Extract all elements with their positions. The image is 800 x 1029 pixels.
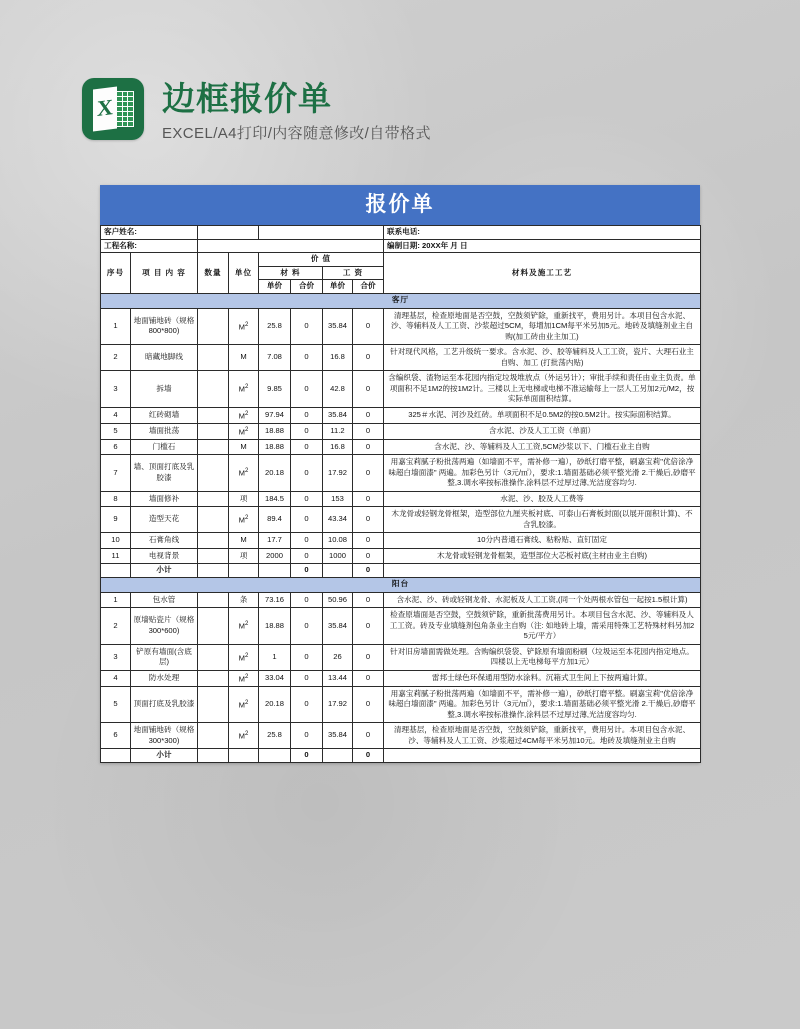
subtotal-index	[101, 749, 131, 763]
cell-item: 墙、顶面打底及乳胶漆	[131, 455, 198, 492]
cell-labor-total: 0	[353, 644, 384, 670]
cell-labor-unit-price[interactable]: 26	[323, 644, 353, 670]
cell-labor-unit-price[interactable]: 42.8	[323, 371, 353, 408]
cell-process-description: 木龙骨或轻钢龙骨框架，造型部位大芯板衬底(主材由业主自购)	[384, 548, 701, 564]
cell-material-unit-price[interactable]: 1	[259, 644, 291, 670]
cell-material-unit-price[interactable]: 89.4	[259, 507, 291, 533]
cell-labor-unit-price[interactable]: 43.34	[323, 507, 353, 533]
cell-qty[interactable]	[198, 455, 229, 492]
excel-file-icon: X	[82, 78, 144, 140]
quotation-table	[100, 225, 701, 763]
contact-phone-field[interactable]: 联系电话:	[384, 226, 701, 240]
cell-qty[interactable]	[198, 371, 229, 408]
cell-labor-unit-price[interactable]: 16.8	[323, 345, 353, 371]
cell-index: 3	[101, 644, 131, 670]
table-row[interactable]	[101, 371, 701, 408]
cell-labor-total: 0	[353, 608, 384, 645]
cell-qty[interactable]	[198, 407, 229, 423]
col-header-material-unit-price: 单价	[259, 280, 291, 294]
cell-material-unit-price[interactable]: 184.5	[259, 491, 291, 507]
col-header-index: 序号	[101, 253, 131, 294]
cell-process-description: 针对现代风格，工艺升级统一要求。含水泥、沙、胶等辅料及人工工资，瓷片、大理石业主自购、加工 (打批荡内贴)	[384, 345, 701, 371]
cell-labor-total: 0	[353, 455, 384, 492]
col-header-item: 项 目 内 容	[131, 253, 198, 294]
cell-item: 拆墙	[131, 371, 198, 408]
subtotal-process	[384, 749, 701, 763]
cell-unit: $M^2$	[229, 644, 259, 670]
cell-index: 1	[101, 592, 131, 608]
cell-qty[interactable]	[198, 644, 229, 670]
cell-item: 包水管	[131, 592, 198, 608]
cell-unit: M	[229, 439, 259, 455]
cell-item: 顶面打底及乳胶漆	[131, 686, 198, 723]
customer-name-field[interactable]	[198, 226, 259, 240]
cell-labor-unit-price[interactable]: 1000	[323, 548, 353, 564]
cell-material-unit-price[interactable]: 18.88	[259, 423, 291, 439]
cell-material-total: 0	[291, 308, 323, 345]
cell-unit: $M^2$	[229, 423, 259, 439]
cell-unit: $M^2$	[229, 371, 259, 408]
cell-material-unit-price[interactable]: 20.18	[259, 686, 291, 723]
cell-index: 5	[101, 423, 131, 439]
section-header-row	[101, 293, 701, 308]
cell-qty[interactable]	[198, 308, 229, 345]
cell-material-total: 0	[291, 507, 323, 533]
table-row[interactable]	[101, 308, 701, 345]
cell-material-unit-price[interactable]: 17.7	[259, 533, 291, 549]
col-header-labor-unit-price: 单价	[323, 280, 353, 294]
cell-labor-total: 0	[353, 548, 384, 564]
cell-process-description: 水泥、沙、胶及人工费等	[384, 491, 701, 507]
section-title-阳台: 阳台	[101, 577, 701, 592]
cell-process-description: 清理基层，检查原地面是否空鼓，空鼓须铲除，重新找平，费用另计。本项目包含水泥、沙、等辅料及人工工资、沙浆超过4CM每平米另加10元。地砖及填缝剂业主自购	[384, 723, 701, 749]
cell-item: 电视背景	[131, 548, 198, 564]
cell-labor-unit-price[interactable]: 35.84	[323, 308, 353, 345]
cell-labor-total: 0	[353, 371, 384, 408]
cell-process-description: 清理基层，检查原地面是否空鼓，空鼓须铲除，重新找平，费用另计。本项目包含水泥、沙、等辅料及人工工资、沙浆超过5CM，每增加1CM每平米另加5元。地砖及填缝剂业主自购(加工砖由业主加工)	[384, 308, 701, 345]
cell-labor-unit-price[interactable]: 13.44	[323, 670, 353, 686]
cell-labor-total: 0	[353, 439, 384, 455]
subtotal-material-unit	[259, 749, 291, 763]
col-header-process: 材料及施工工艺	[384, 253, 701, 294]
cell-labor-total: 0	[353, 723, 384, 749]
cell-index: 2	[101, 608, 131, 645]
cell-index: 2	[101, 345, 131, 371]
page-subtitle: EXCEL/A4打印/内容随意修改/自带格式	[162, 125, 431, 142]
cell-process-description: 含水泥、沙及人工工资（单面）	[384, 423, 701, 439]
col-header-material-group: 材 料	[259, 266, 323, 280]
cell-material-unit-price[interactable]: 18.88	[259, 608, 291, 645]
table-row[interactable]	[101, 439, 701, 455]
cell-qty[interactable]	[198, 491, 229, 507]
cell-material-unit-price[interactable]: 97.94	[259, 407, 291, 423]
cell-material-total: 0	[291, 686, 323, 723]
col-header-labor-total-price: 合价	[353, 280, 384, 294]
cell-unit: M	[229, 345, 259, 371]
cell-item: 造型天花	[131, 507, 198, 533]
cell-qty[interactable]	[198, 439, 229, 455]
cell-qty[interactable]	[198, 423, 229, 439]
cell-index: 8	[101, 491, 131, 507]
subtotal-material-total: 0	[291, 564, 323, 578]
table-row[interactable]	[101, 345, 701, 371]
cell-labor-total: 0	[353, 592, 384, 608]
cell-material-total: 0	[291, 491, 323, 507]
cell-qty[interactable]	[198, 686, 229, 723]
cell-item: 铲原有墙面(含底层)	[131, 644, 198, 670]
cell-process-description: 325＃水泥、河沙及红砖。单项面积不足0.5M2的按0.5M2计。按实际面积结算。	[384, 407, 701, 423]
table-row[interactable]	[101, 533, 701, 549]
cell-index: 3	[101, 371, 131, 408]
customer-extra-field[interactable]	[259, 226, 384, 240]
cell-qty[interactable]	[198, 345, 229, 371]
cell-item: 红砖砌墙	[131, 407, 198, 423]
subtotal-label: 小计	[131, 564, 198, 578]
cell-material-unit-price[interactable]: 2000	[259, 548, 291, 564]
cell-unit: 项	[229, 548, 259, 564]
cell-material-total: 0	[291, 439, 323, 455]
col-header-qty: 数量	[198, 253, 229, 294]
cell-process-description: 针对旧房墙面需做处理。含购编织袋袋、铲除原有墙面粉刷（垃圾运至本花园内指定地点。四楼以上无电梯每平方加1元）	[384, 644, 701, 670]
subtotal-labor-unit	[323, 564, 353, 578]
cell-qty[interactable]	[198, 507, 229, 533]
cell-index: 9	[101, 507, 131, 533]
cell-unit: $M^2$	[229, 455, 259, 492]
cell-material-unit-price[interactable]: 73.16	[259, 592, 291, 608]
table-row[interactable]	[101, 644, 701, 670]
cell-item: 暗藏地脚线	[131, 345, 198, 371]
col-header-unit: 单位	[229, 253, 259, 294]
brand-header	[82, 78, 431, 144]
cell-material-total: 0	[291, 407, 323, 423]
cell-unit: M	[229, 533, 259, 549]
cell-material-total: 0	[291, 533, 323, 549]
cell-labor-unit-price[interactable]: 11.2	[323, 423, 353, 439]
cell-labor-total: 0	[353, 533, 384, 549]
section-header-row	[101, 577, 701, 592]
customer-name-label: 客户姓名:	[101, 226, 198, 240]
cell-qty[interactable]	[198, 548, 229, 564]
meta-row-project	[101, 239, 701, 253]
cell-item: 墙面修补	[131, 491, 198, 507]
subtotal-qty	[198, 749, 229, 763]
cell-unit: $M^2$	[229, 608, 259, 645]
cell-material-total: 0	[291, 423, 323, 439]
table-row[interactable]	[101, 423, 701, 439]
cell-unit: $M^2$	[229, 686, 259, 723]
sheet-title: 报价单	[100, 185, 700, 225]
cell-labor-total: 0	[353, 308, 384, 345]
cell-labor-unit-price[interactable]: 17.92	[323, 455, 353, 492]
subtotal-labor-total: 0	[353, 564, 384, 578]
cell-material-unit-price[interactable]: 33.04	[259, 670, 291, 686]
cell-item: 地面铺地砖（规格300*300)	[131, 723, 198, 749]
table-row[interactable]	[101, 608, 701, 645]
page-title: 边框报价单	[162, 80, 332, 117]
cell-qty[interactable]	[198, 608, 229, 645]
cell-index: 6	[101, 439, 131, 455]
cell-process-description: 雷邦士绿色环保通用型防水涂料。沉箱式卫生间上下按两遍计算。	[384, 670, 701, 686]
cell-item: 地面铺地砖（规格800*800)	[131, 308, 198, 345]
cell-labor-unit-price[interactable]: 35.84	[323, 723, 353, 749]
cell-unit: $M^2$	[229, 723, 259, 749]
cell-index: 11	[101, 548, 131, 564]
cell-material-unit-price[interactable]: 25.8	[259, 723, 291, 749]
cell-index: 5	[101, 686, 131, 723]
cell-labor-unit-price[interactable]: 50.96	[323, 592, 353, 608]
cell-material-total: 0	[291, 455, 323, 492]
cell-labor-total: 0	[353, 670, 384, 686]
subtotal-process	[384, 564, 701, 578]
col-header-value-group: 价 值	[259, 253, 384, 267]
cell-index: 6	[101, 723, 131, 749]
cell-process-description: 10分内普通石膏线、粘粉贴、直钉固定	[384, 533, 701, 549]
cell-material-unit-price[interactable]: 18.88	[259, 439, 291, 455]
cell-item: 门槛石	[131, 439, 198, 455]
cell-unit: 项	[229, 491, 259, 507]
cell-unit: $M^2$	[229, 670, 259, 686]
cell-labor-total: 0	[353, 407, 384, 423]
cell-qty[interactable]	[198, 670, 229, 686]
subtotal-unit	[229, 749, 259, 763]
cell-process-description: 含水泥、沙、砖或轻钢龙骨、水泥板及人工工资,(同一个处两根水管包一起按1.5根计算)	[384, 592, 701, 608]
table-row[interactable]	[101, 455, 701, 492]
column-header-row-1	[101, 253, 701, 267]
cell-index: 4	[101, 407, 131, 423]
col-header-material-total-price: 合价	[291, 280, 323, 294]
table-row[interactable]	[101, 507, 701, 533]
cell-labor-total: 0	[353, 423, 384, 439]
table-row[interactable]	[101, 491, 701, 507]
cell-labor-unit-price[interactable]: 35.84	[323, 608, 353, 645]
cell-process-description: 用嘉宝莉腻子粉批荡两遍（如墙面不平，需补修一遍），砂纸打磨平整。刷嘉宝莉"优倍涂净味超白墙面漆" 两遍。加彩色另计（3元/㎡），要求:1.墙面基础必须平整光滑 2.干燥后,砂磨平整,3.调水率按标准操作,涂料层不过厚过薄,光洁度容均匀.	[384, 686, 701, 723]
cell-material-total: 0	[291, 548, 323, 564]
cell-qty[interactable]	[198, 723, 229, 749]
cell-unit: $M^2$	[229, 308, 259, 345]
cell-process-description: 用嘉宝莉腻子粉批荡两遍（如墙面不平，需补修一遍），砂纸打磨平整，刷嘉宝莉"优倍涂净味超白墙面漆" 两遍。加彩色另计（3元/㎡），要求:1.墙面基础必须平整光滑 2.干燥后,砂磨平整,3.调水率按标准操作,涂料层不过厚过薄,光洁度容均匀.	[384, 455, 701, 492]
subtotal-label: 小计	[131, 749, 198, 763]
subtotal-row	[101, 564, 701, 578]
cell-labor-unit-price[interactable]: 153	[323, 491, 353, 507]
subtotal-index	[101, 564, 131, 578]
cell-material-unit-price[interactable]: 9.85	[259, 371, 291, 408]
cell-qty[interactable]	[198, 592, 229, 608]
meta-row-customer	[101, 226, 701, 240]
cell-unit: 条	[229, 592, 259, 608]
cell-material-unit-price[interactable]: 25.8	[259, 308, 291, 345]
cell-material-total: 0	[291, 345, 323, 371]
cell-unit: $M^2$	[229, 507, 259, 533]
col-header-labor-group: 工 资	[323, 266, 384, 280]
subtotal-unit	[229, 564, 259, 578]
cell-labor-unit-price[interactable]: 16.8	[323, 439, 353, 455]
table-row[interactable]	[101, 670, 701, 686]
cell-index: 1	[101, 308, 131, 345]
subtotal-qty	[198, 564, 229, 578]
subtotal-labor-total: 0	[353, 749, 384, 763]
cell-labor-total: 0	[353, 507, 384, 533]
cell-index: 10	[101, 533, 131, 549]
project-name-field[interactable]	[198, 239, 384, 253]
cell-labor-total: 0	[353, 491, 384, 507]
cell-item: 墙面批荡	[131, 423, 198, 439]
quotation-sheet	[100, 185, 700, 763]
subtotal-material-unit	[259, 564, 291, 578]
cell-material-total: 0	[291, 371, 323, 408]
section-title-客厅: 客厅	[101, 293, 701, 308]
cell-material-total: 0	[291, 608, 323, 645]
cell-index: 4	[101, 670, 131, 686]
cell-process-description: 检查原墙面是否空鼓，空鼓须铲除，重新批荡费用另计。本项目包含水泥、沙、等辅料及人工工资。砖及专业填缝剂包角条业主自购（注: 如地砖上墙，需采用特殊工艺特殊材料另加25元/平方）	[384, 608, 701, 645]
table-row[interactable]	[101, 592, 701, 608]
table-row[interactable]	[101, 548, 701, 564]
cell-item: 石膏角线	[131, 533, 198, 549]
cell-material-total: 0	[291, 670, 323, 686]
cell-process-description: 木龙骨或轻钢龙骨框架，造型部位九厘夹板衬底、可泰山石膏板封面(以展开面积计算)、不含乳胶漆。	[384, 507, 701, 533]
table-row[interactable]	[101, 407, 701, 423]
cell-material-unit-price[interactable]: 7.08	[259, 345, 291, 371]
subtotal-row	[101, 749, 701, 763]
project-name-label: 工程名称:	[101, 239, 198, 253]
cell-material-unit-price[interactable]: 20.18	[259, 455, 291, 492]
cell-material-total: 0	[291, 723, 323, 749]
table-row[interactable]	[101, 723, 701, 749]
cell-labor-unit-price[interactable]: 17.92	[323, 686, 353, 723]
subtotal-material-total: 0	[291, 749, 323, 763]
cell-labor-total: 0	[353, 686, 384, 723]
cell-item: 原墙贴瓷片（规格300*600)	[131, 608, 198, 645]
cell-item: 防水处理	[131, 670, 198, 686]
cell-process-description: 含编织袋、渣物运至本花园内指定垃圾堆放点（外运另计）；审批手续和责任由业主负责。单项面积不足1M2的按1M2计。三楼以上无电梯或电梯不准运输每上一层人工另加2元/M2，按实际单面面积结算。	[384, 371, 701, 408]
cell-unit: $M^2$	[229, 407, 259, 423]
cell-qty[interactable]	[198, 533, 229, 549]
table-row[interactable]	[101, 686, 701, 723]
cell-process-description: 含水泥、沙、等辅料及人工工资,5CM沙浆以下、门槛石业主自购	[384, 439, 701, 455]
compile-date-field[interactable]: 编制日期: 20XX年 月 日	[384, 239, 701, 253]
cell-labor-unit-price[interactable]: 10.08	[323, 533, 353, 549]
cell-index: 7	[101, 455, 131, 492]
subtotal-labor-unit	[323, 749, 353, 763]
cell-material-total: 0	[291, 592, 323, 608]
cell-labor-unit-price[interactable]: 35.84	[323, 407, 353, 423]
cell-labor-total: 0	[353, 345, 384, 371]
cell-material-total: 0	[291, 644, 323, 670]
